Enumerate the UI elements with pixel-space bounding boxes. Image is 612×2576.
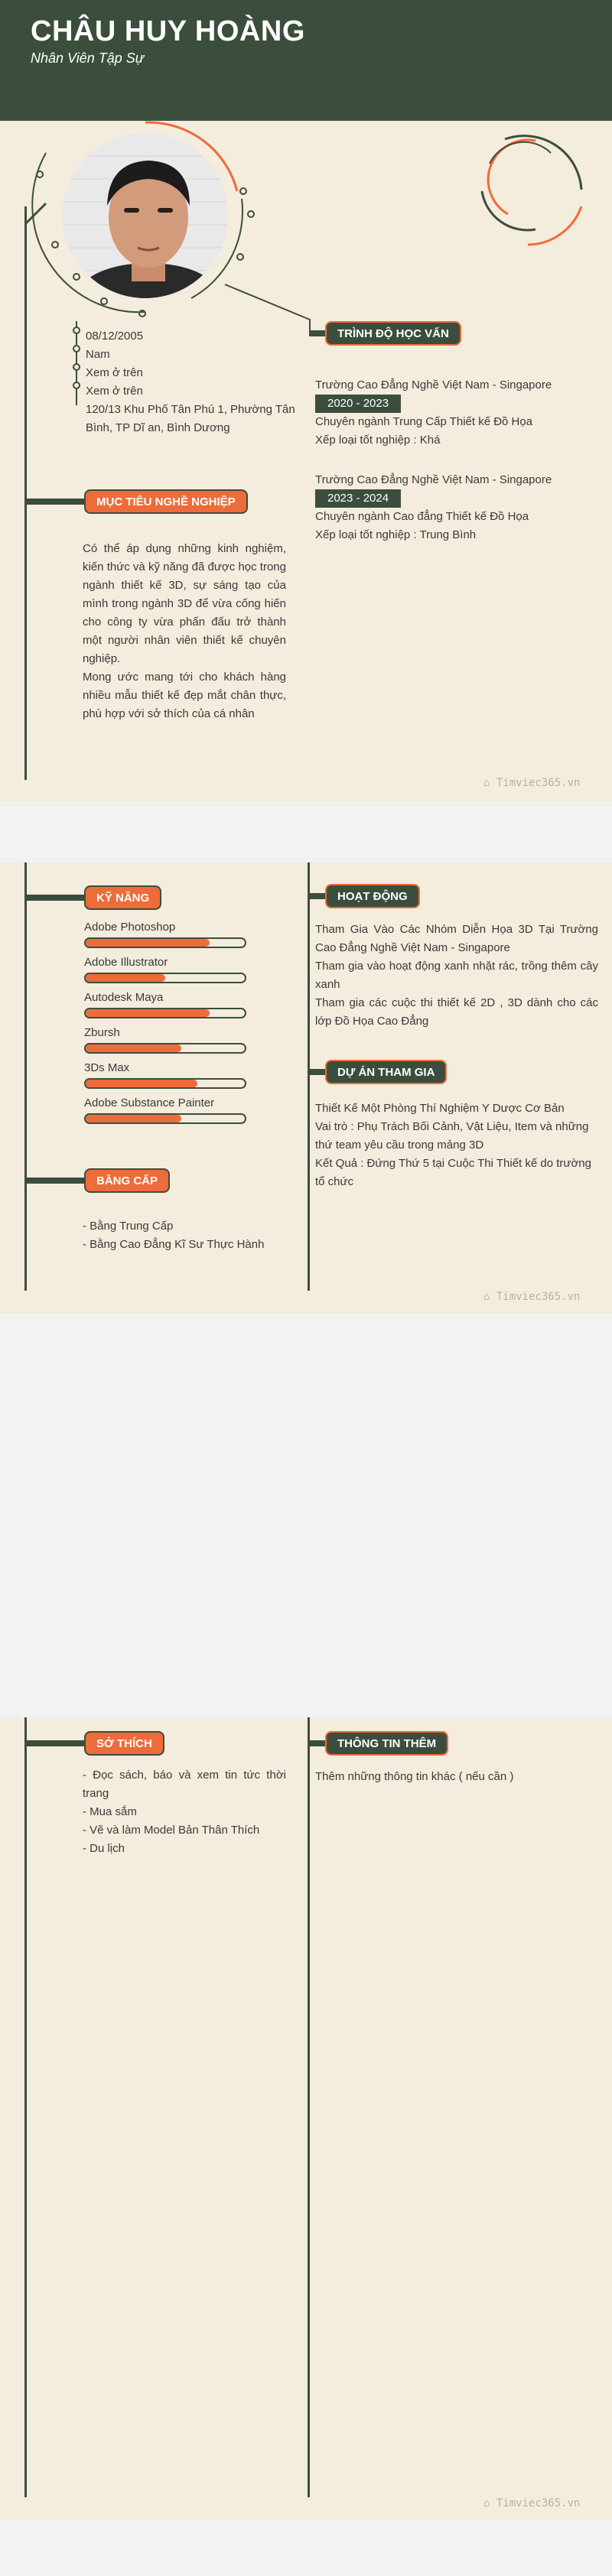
education-years: 2020 - 2023 xyxy=(315,395,598,413)
watermark-icon: ⌂ xyxy=(483,777,496,789)
avatar xyxy=(60,130,231,301)
skill-level-bar xyxy=(84,1043,246,1054)
watermark: ⌂ Timviec365.vn xyxy=(483,1291,581,1303)
avatar-photo xyxy=(63,133,231,301)
skill-level-fill xyxy=(86,939,210,947)
job-title: Nhân Viên Tập Sự xyxy=(31,50,145,66)
education-grade: Xếp loại tốt nghiệp : Trung Bình xyxy=(315,528,477,541)
skill-level-fill xyxy=(86,1115,181,1122)
skill-name: Adobe Photoshop xyxy=(84,921,176,934)
objective-paragraph-1: Có thể áp dụng những kinh nghiệm, kiến thức và kỹ năng đã được học trong ngành thiết kế 3D, sự sáng tạo của mình trong ngành 3D để vừa cống hiến cho công ty vừa phấn đấu trở thành một người nhân viên thiết kế chuyên nghiệp. xyxy=(83,542,286,665)
gender: Nam xyxy=(86,348,110,361)
projects-title: DỰ ÁN THAM GIA xyxy=(325,1060,447,1084)
skill-level-bar xyxy=(84,937,246,948)
hobby-item: - Du lịch xyxy=(83,1842,125,1855)
skill-level-bar xyxy=(84,1078,246,1089)
birthday: 08/12/2005 xyxy=(86,330,144,343)
certificates-title: BẰNG CẤP xyxy=(84,1168,170,1193)
watermark-icon: ⌂ xyxy=(483,2497,496,2509)
hobby-item: - Đọc sách, báo và xem tin tức thời trang xyxy=(83,1769,286,1800)
watermark: ⌂ Timviec365.vn xyxy=(483,2497,581,2509)
skill-level-bar xyxy=(84,1113,246,1124)
skill-name: 3Ds Max xyxy=(84,1061,130,1074)
activity-item: Tham gia các cuộc thi thiết kế 2D , 3D dành cho các lớp Đồ Họa Cao Đẳng xyxy=(315,996,598,1028)
skill-level-fill xyxy=(86,1044,181,1052)
activity-item: Tham gia vào hoạt động xanh nhặt rác, trồng thêm cây xanh xyxy=(315,960,598,991)
project-item: Kết Quả : Đứng Thứ 5 tại Cuộc Thi Thiết kế do trường tổ chức xyxy=(315,1157,591,1188)
cv-page-3 xyxy=(0,1717,612,2520)
skills-title: KỸ NĂNG xyxy=(84,885,161,910)
objective-paragraph-2: Mong ước mang tới cho khách hàng nhiều mẫu thiết kế đẹp mắt chân thực, phù hợp với sở thích của cá nhân xyxy=(83,671,286,720)
education-school: Trường Cao Đẳng Nghề Việt Nam - Singapore xyxy=(315,378,552,391)
certificate-item: - Bằng Cao Đẳng Kĩ Sư Thực Hành xyxy=(83,1238,265,1251)
objective-title: MỤC TIÊU NGHỀ NGHIỆP xyxy=(84,489,248,514)
right-timeline xyxy=(308,1717,310,2497)
education-school: Trường Cao Đẳng Nghề Việt Nam - Singapore xyxy=(315,473,552,486)
hobby-item: - Vẽ và làm Model Bản Thân Thích xyxy=(83,1824,260,1837)
skill-level-fill xyxy=(86,1009,210,1017)
cv-page-2 xyxy=(0,862,612,1314)
phone: Xem ở trên xyxy=(86,366,143,379)
cv-page-1 xyxy=(0,0,612,801)
skill-level-bar xyxy=(84,973,246,983)
certificate-item: - Bằng Trung Cấp xyxy=(83,1220,174,1233)
activity-item: Tham Gia Vào Các Nhóm Diễn Họa 3D Tại Trường Cao Đẳng Nghề Việt Nam - Singapore xyxy=(315,923,598,954)
watermark-icon: ⌂ xyxy=(483,1291,496,1303)
certificates-list xyxy=(83,1217,297,1254)
extra-title: THÔNG TIN THÊM xyxy=(325,1731,448,1756)
left-timeline xyxy=(24,862,27,1291)
skill-name: Adobe Substance Painter xyxy=(84,1096,215,1109)
hobbies-connector xyxy=(24,1740,86,1746)
education-grade: Xếp loại tốt nghiệp : Khá xyxy=(315,434,441,447)
project-item: Thiết Kế Một Phòng Thí Nghiệm Y Dược Cơ Bản xyxy=(315,1102,565,1115)
hobbies-title: SỞ THÍCH xyxy=(84,1731,164,1756)
candidate-name: CHÂU HUY HOÀNG xyxy=(31,15,305,47)
skill-name: Zbursh xyxy=(84,1026,120,1039)
watermark: ⌂ Timviec365.vn xyxy=(483,777,581,789)
objective-connector xyxy=(24,499,86,505)
projects-list xyxy=(315,1100,598,1191)
hobby-item: - Mua sắm xyxy=(83,1805,137,1818)
activities-title: HOẠT ĐỘNG xyxy=(325,884,420,908)
address: 120/13 Khu Phố Tân Phú 1, Phường Tân Bình, TP Dĩ an, Bình Dương xyxy=(86,403,295,434)
education-item-2 xyxy=(315,471,598,544)
skills-connector xyxy=(24,895,86,901)
hobbies-list xyxy=(83,1766,286,1858)
personal-info xyxy=(86,327,308,437)
skill-level-fill xyxy=(86,974,165,982)
project-item: Vai trò : Phụ Trách Bối Cảnh, Vật Liệu, Item và những thứ team yêu cầu trong mảng 3D xyxy=(315,1120,589,1152)
education-major: Chuyên ngành Cao đẳng Thiết kế Đồ Họa xyxy=(315,510,529,523)
skill-level-bar xyxy=(84,1008,246,1018)
objective-text xyxy=(83,540,286,723)
education-title: TRÌNH ĐỘ HỌC VẤN xyxy=(325,321,461,346)
left-timeline xyxy=(24,206,27,780)
info-timeline xyxy=(69,321,84,413)
email: Xem ở trên xyxy=(86,385,143,398)
skill-level-fill xyxy=(86,1080,197,1087)
education-major: Chuyên ngành Trung Cấp Thiết kế Đồ Họa xyxy=(315,415,533,428)
activities-list xyxy=(315,921,598,1031)
skill-name: Adobe Illustrator xyxy=(84,956,168,969)
left-timeline xyxy=(24,1717,27,2497)
certificates-connector xyxy=(24,1178,86,1184)
skill-name: Autodesk Maya xyxy=(84,991,164,1004)
education-item-1 xyxy=(315,376,598,450)
education-years: 2023 - 2024 xyxy=(315,489,598,508)
right-timeline xyxy=(308,862,310,1291)
extra-text: Thêm những thông tin khác ( nếu cần ) xyxy=(315,1770,514,1783)
